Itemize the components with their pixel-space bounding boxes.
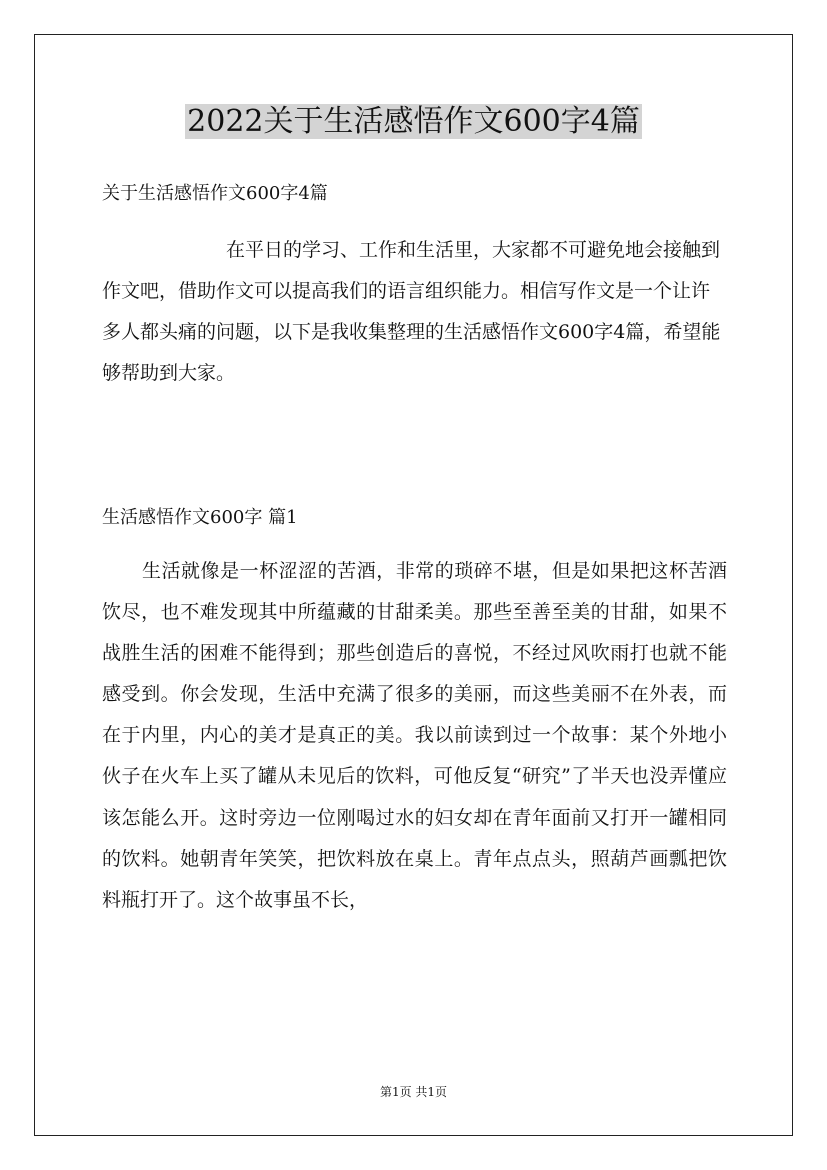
article-paragraph: 生活就像是一杯涩涩的苦酒，非常的琐碎不堪，但是如果把这杯苦酒饮尽，也不难发现其中所蕴藏的甘甜柔美。那些至善至美的甘甜，如果不战胜生活的困难不能得到；那些创造后的喜悦，不经过风吹雨打也就不能感受到。你会发现，生活中充满了很多的美丽，而这些美丽不在外表，而在于内里，内心的美才是真正的美。我以前读到过一个故事：某个外地小伙子在火车上买了罐从未见后的饮料，可他反复“研究”了半天也没弄懂应该怎能么开。这时旁边一位刚喝过水的妇女却在青年面前又打开一罐相同的饮料。她朝青年笑笑，把饮料放在桌上。青年点点头，照葫芦画瓢把饮料瓶打开了。这个故事虽不长， (102, 560, 727, 911)
document-title (0, 100, 827, 144)
page-number: 第1页 共1页 (379, 1085, 448, 1099)
document-subtitle: 关于生活感悟作文600字4篇 (102, 183, 328, 204)
intro-paragraph: 在平日的学习、工作和生活里，大家都不可避免地会接触到作文吧，借助作文可以提高我们的语言组织能力。相信写作文是一个让许多人都头痛的问题，以下是我收集整理的生活感悟作文600字4篇，希望能够帮助到大家。 (102, 239, 721, 385)
section-heading: 生活感悟作文600字 篇1 (102, 507, 298, 528)
title-highlight: 2022关于生活感悟作文600字4篇 (187, 104, 640, 139)
